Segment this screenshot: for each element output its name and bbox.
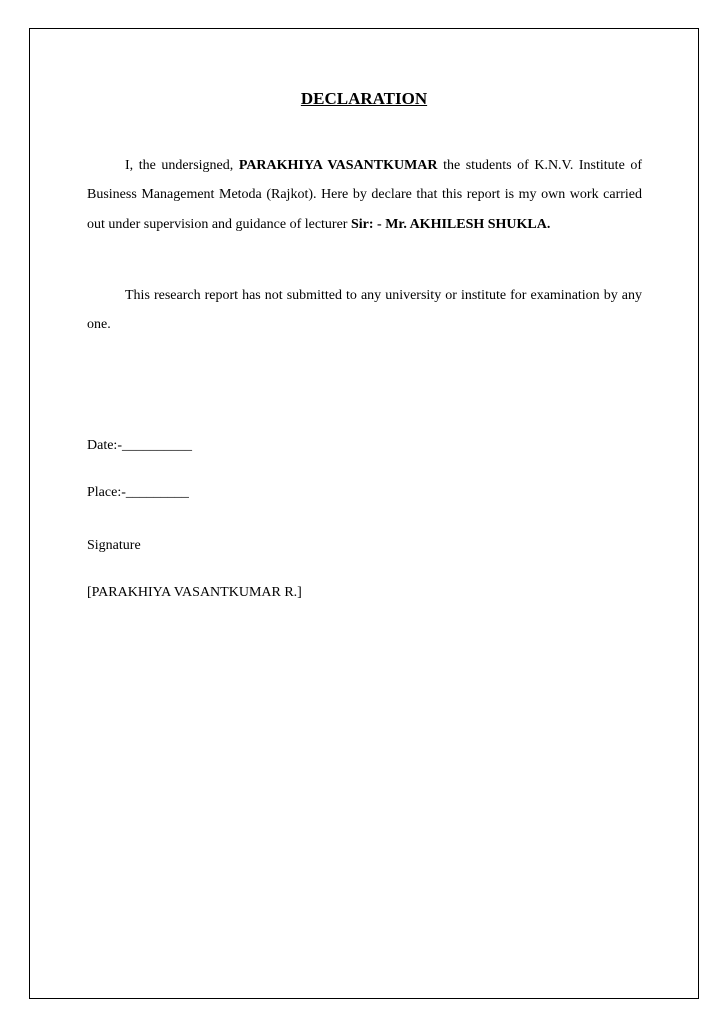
paragraph1-text-middle: the students of K.N.V. Institute of Business Management Metoda (Rajkot). Here by declare that this report is my own work carried out under supervision and guidance of lecturer bbox=[87, 158, 642, 232]
paragraph1-text-start: I, the undersigned, bbox=[125, 158, 239, 173]
signatory-name: [PARAKHIYA VASANTKUMAR R.] bbox=[87, 585, 302, 600]
signature-label: Signature bbox=[87, 538, 141, 553]
place-line: Place:-_________ bbox=[87, 485, 189, 500]
date-line: Date:-__________ bbox=[87, 438, 192, 453]
student-name: PARAKHIYA VASANTKUMAR bbox=[238, 158, 438, 173]
guide-name: Sir: - Mr. AKHILESH SHUKLA. bbox=[350, 216, 551, 232]
declaration-title-text: DECLARATION bbox=[300, 89, 428, 108]
declaration-title bbox=[0, 89, 728, 109]
submission-paragraph bbox=[87, 281, 642, 340]
declaration-paragraph bbox=[87, 151, 642, 239]
paragraph2-text: This research report has not submitted to any university or institute for examination by any one. bbox=[87, 288, 642, 333]
